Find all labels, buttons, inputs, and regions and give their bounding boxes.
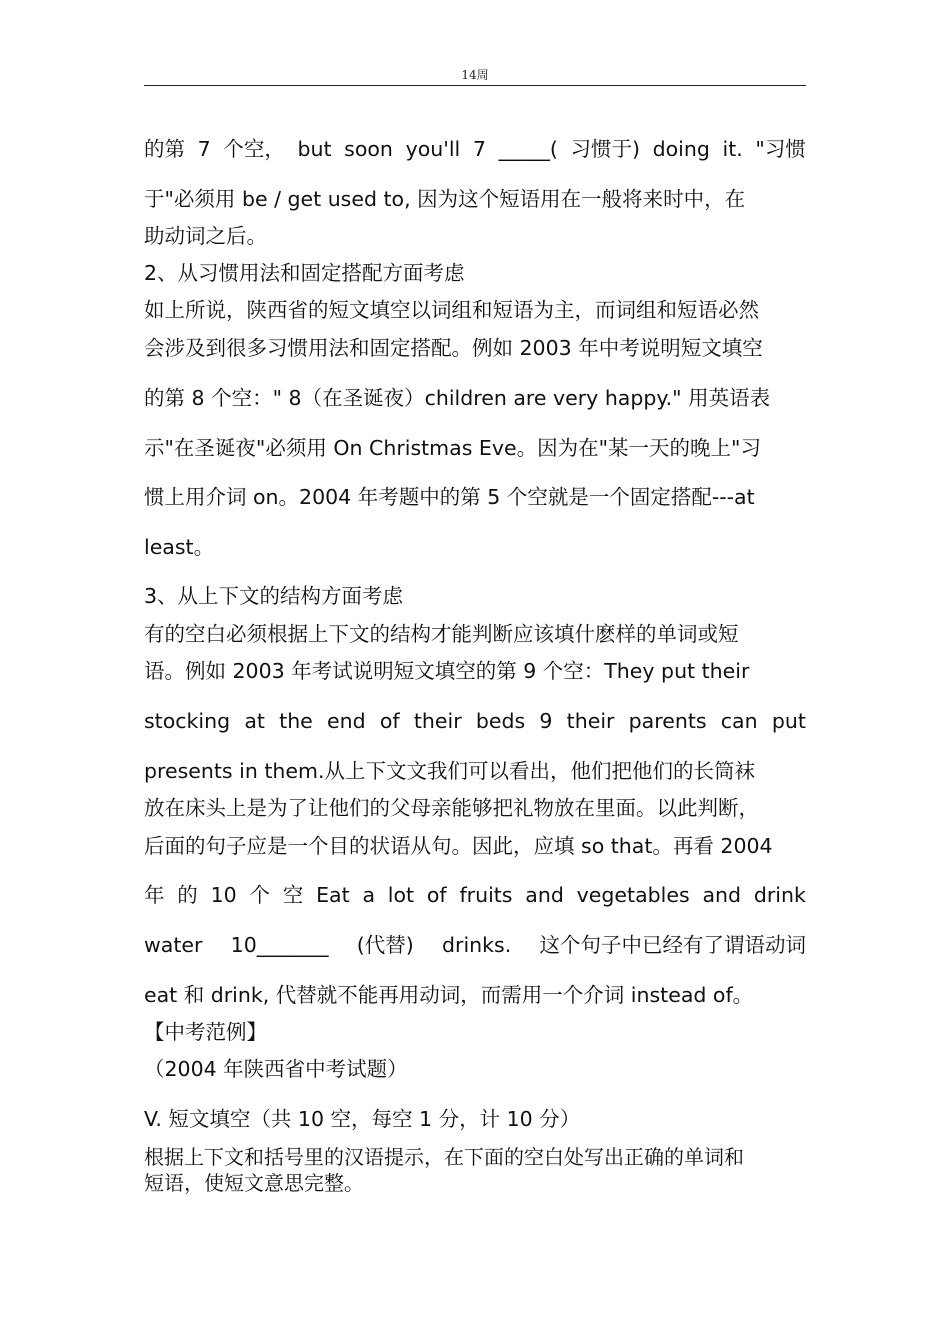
text-line: 短语，使短文意思完整。	[144, 1171, 364, 1195]
text-line: 示"在圣诞夜"必须用 On Christmas Eve。因为在"某一天的晚上"习	[144, 436, 761, 460]
word: stocking	[144, 709, 231, 733]
word: parents	[628, 709, 707, 733]
word: end	[327, 709, 366, 733]
text-line	[144, 882, 806, 908]
text-line: 的第 8 个空：" 8（在圣诞夜）children are very happy." 用英语表	[144, 386, 771, 410]
text-line: 会涉及到很多习惯用法和固定搭配。例如 2003 年中考说明短文填空	[144, 336, 763, 360]
word: doing	[652, 137, 710, 161]
word: 这个句子中已经有了谓语动词	[539, 933, 806, 957]
word: Eat	[316, 883, 350, 907]
word: the	[279, 709, 313, 733]
word: can	[720, 709, 758, 733]
text-line: 【中考范例】	[144, 1020, 267, 1044]
word: _____(	[498, 137, 558, 161]
word: water	[144, 933, 203, 957]
text-line: 惯上用介词 on。2004 年考题中的第 5 个空就是一个固定搭配---at	[144, 485, 755, 509]
word: 的	[177, 883, 198, 907]
text-line: 语。例如 2003 年考试说明短文填空的第 9 个空：They put their	[144, 659, 750, 683]
text-line: presents in them.从上下文文我们可以看出，他们把他们的长筒袜	[144, 759, 755, 783]
text-line: 有的空白必须根据上下文的结构才能判断应该填什麽样的单词或短	[144, 622, 739, 646]
word: of	[426, 883, 447, 907]
word: and	[525, 883, 564, 907]
text-line: 放在床头上是为了让他们的父母亲能够把礼物放在里面。以此判断，	[144, 796, 759, 820]
text-line: 于"必须用 be / get used to, 因为这个短语用在一般将来时中，在	[144, 187, 746, 211]
word: drink	[753, 883, 806, 907]
word: soon	[344, 137, 393, 161]
text-line: 2、从习惯用法和固定搭配方面考虑	[144, 261, 465, 285]
text-line: 后面的句子应是一个目的状语从句。因此，应填 so that。再看 2004	[144, 834, 773, 858]
word: at	[244, 709, 265, 733]
word: and	[702, 883, 742, 907]
word: vegetables	[576, 883, 690, 907]
word: it.	[722, 137, 743, 161]
text-line	[144, 136, 806, 162]
word: lot	[387, 883, 415, 907]
word: 7	[472, 137, 486, 161]
word: 的第	[144, 137, 185, 161]
text-line: （2004 年陕西省中考试题）	[144, 1057, 408, 1081]
word: fruits	[459, 883, 513, 907]
word: their	[413, 709, 462, 733]
text-line: least。	[144, 535, 215, 559]
word: 9	[539, 709, 553, 733]
word: 空	[282, 883, 304, 907]
text-line	[144, 708, 806, 734]
text-line: eat 和 drink, 代替就不能再用动词，而需用一个介词 instead of。	[144, 983, 754, 1007]
word: 年	[144, 883, 165, 907]
word: of	[379, 709, 400, 733]
header-divider	[144, 85, 806, 86]
word: beds	[475, 709, 526, 733]
word: 10_______	[230, 933, 329, 957]
word: you'll	[405, 137, 461, 161]
word: a	[362, 883, 375, 907]
word: put	[771, 709, 806, 733]
text-line: 助动词之后。	[144, 224, 267, 248]
word: "习惯	[755, 137, 806, 161]
text-line: 如上所说，陕西省的短文填空以词组和短语为主，而词组和短语必然	[144, 298, 759, 322]
text-line: 3、从上下文的结构方面考虑	[144, 584, 404, 608]
word: their	[566, 709, 615, 733]
word: (代替)	[356, 933, 414, 957]
word: 个空，	[223, 137, 285, 161]
word: 7	[197, 137, 211, 161]
word: but	[297, 137, 332, 161]
page-header: 14周	[461, 68, 489, 82]
word: 10	[210, 883, 237, 907]
word: 个	[249, 883, 270, 907]
word: 习惯于)	[570, 137, 640, 161]
word: drinks.	[442, 933, 512, 957]
text-line: 根据上下文和括号里的汉语提示，在下面的空白处写出正确的单词和	[144, 1145, 744, 1169]
text-line: V. 短文填空（共 10 空，每空 1 分，计 10 分）	[144, 1107, 581, 1131]
text-line	[144, 932, 806, 958]
